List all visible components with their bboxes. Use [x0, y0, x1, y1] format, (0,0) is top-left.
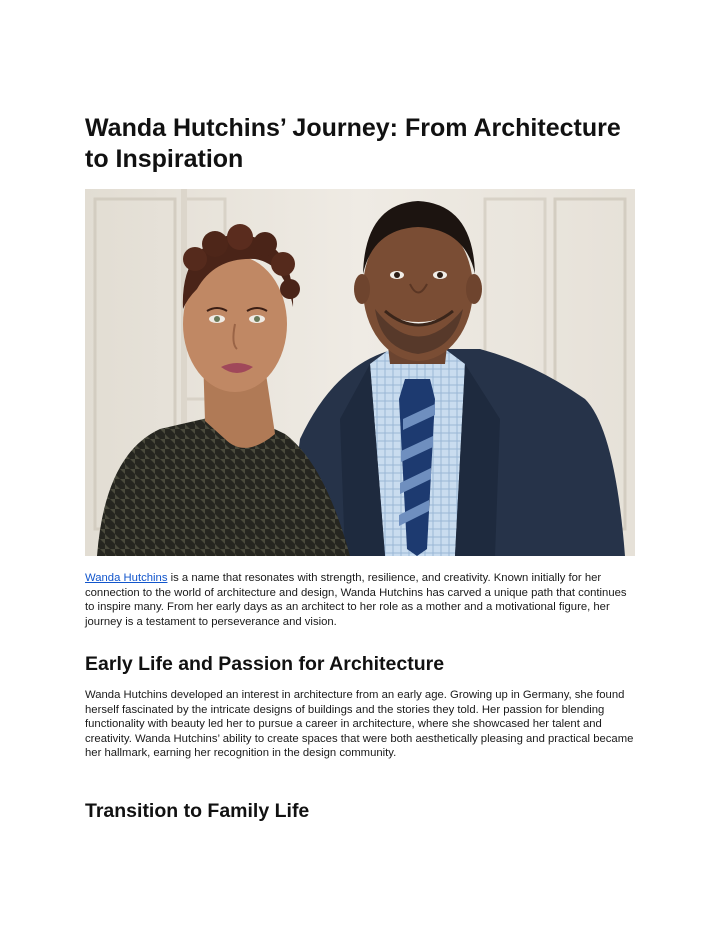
article-title: Wanda Hutchins’ Journey: From Architecture to Inspiration — [85, 114, 621, 173]
wanda-hutchins-link[interactable]: Wanda Hutchins — [85, 572, 168, 584]
intro-paragraph — [85, 571, 638, 629]
section-heading-early-life: Early Life and Passion for Architecture — [85, 653, 445, 675]
intro-text: is a name that resonates with strength, resilience, and creativity. Known initially for her connection to the world of architecture and design, Wanda Hutchins has carved a unique path that continues to inspire many. From her early days as an architect to her role as a mother and a motivational figure, her journey is a testament to perseverance and vision. — [85, 572, 627, 628]
couple-photo-illustration — [85, 189, 635, 556]
article-photo — [85, 189, 635, 556]
section-heading-family-life: Transition to Family Life — [85, 800, 310, 822]
early-life-paragraph: Wanda Hutchins developed an interest in architecture from an early age. Growing up in Germany, she found herself fascinated by the intricate designs of buildings and the stories they told. Her passion for blending functionality with beauty led her to pursue a career in architecture, where she showcased her talent and creativity. Wanda Hutchins’ ability to create spaces that were both aesthetically pleasing and practical became her hallmark, earning her recognition in the design community. — [85, 689, 634, 760]
